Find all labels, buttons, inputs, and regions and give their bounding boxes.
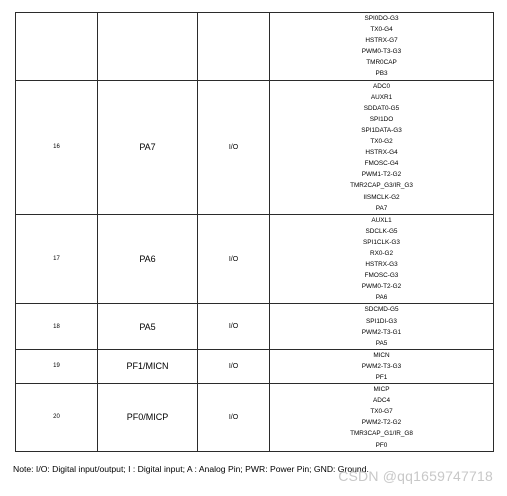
pin-functions-cell xyxy=(270,214,494,304)
function-item: PWM2-T3-G1 xyxy=(361,328,402,336)
function-item: SPI1DO xyxy=(369,115,394,123)
pin-number-cell: 19 xyxy=(16,349,98,383)
function-item: PWM2-T3-G3 xyxy=(361,362,402,370)
pin-type-cell: I/O xyxy=(198,214,270,304)
pin-functions-cell xyxy=(270,304,494,349)
function-item: TX0-G4 xyxy=(370,26,393,34)
table-row xyxy=(16,13,494,81)
table-row xyxy=(16,349,494,383)
function-item: FMOSC-G4 xyxy=(364,160,399,168)
pin-type-cell: I/O xyxy=(198,349,270,383)
function-item: FMOSC-G3 xyxy=(364,272,399,280)
function-item: AUXR1 xyxy=(370,93,393,101)
pin-name-cell: PA6 xyxy=(98,214,198,304)
function-item: SPI0DO-G3 xyxy=(364,15,399,22)
function-item: HSTRX-G4 xyxy=(365,149,398,157)
function-item: SDCLK-G5 xyxy=(365,227,398,235)
pin-number-cell: 18 xyxy=(16,304,98,349)
function-item: PA6 xyxy=(375,294,388,302)
function-item: SPI1DATA-G3 xyxy=(361,126,402,134)
function-item: PF0 xyxy=(375,441,388,449)
watermark: CSDN @qq1659747718 xyxy=(338,468,493,484)
function-item: HSTRX-G3 xyxy=(365,261,398,269)
pin-functions-cell xyxy=(270,349,494,383)
footnote: Note: I/O: Digital input/output; I : Digital input; A : Analog Pin; PWR: Power Pin; GND: Ground. xyxy=(13,464,369,474)
pin-number-cell xyxy=(16,13,98,81)
pin-number-cell: 16 xyxy=(16,80,98,214)
function-item: AUXL1 xyxy=(371,216,392,224)
pin-type-cell: I/O xyxy=(198,384,270,452)
function-item: ADC0 xyxy=(372,82,391,90)
pin-table xyxy=(15,12,494,452)
table-row xyxy=(16,384,494,452)
pin-type-cell: I/O xyxy=(198,304,270,349)
function-item: TMR0CAP xyxy=(366,59,397,67)
function-item: MICN xyxy=(373,351,390,359)
pin-name-cell xyxy=(98,13,198,81)
pin-type-cell xyxy=(198,13,270,81)
function-item: PB3 xyxy=(375,70,388,78)
function-item: ADC4 xyxy=(372,397,391,405)
table-row xyxy=(16,80,494,214)
pin-name-cell: PA7 xyxy=(98,80,198,214)
function-item: TX0-G2 xyxy=(370,138,393,146)
function-item: SPI1DI-G3 xyxy=(366,317,397,325)
pin-name-cell: PA5 xyxy=(98,304,198,349)
pin-name-cell: PF1/MICN xyxy=(98,349,198,383)
table-row xyxy=(16,214,494,304)
function-item: PA5 xyxy=(375,339,388,347)
function-item: TMR2CAP_G3/IR_G3 xyxy=(350,182,413,190)
pin-functions-cell xyxy=(270,80,494,214)
function-item: PWM2-T2-G2 xyxy=(361,419,402,427)
function-item: SPI1CLK-G3 xyxy=(363,238,400,246)
function-item: TMR3CAP_G1/IR_G8 xyxy=(350,430,413,438)
pin-table-body xyxy=(16,13,494,452)
function-item: HSTRX-G7 xyxy=(365,37,398,45)
function-item: PWM0-T2-G2 xyxy=(361,283,402,291)
function-item: PWM0-T3-G3 xyxy=(361,48,402,56)
pin-number-cell: 20 xyxy=(16,384,98,452)
function-item: SDCMD-G5 xyxy=(364,306,399,314)
function-item: SDDAT0-G5 xyxy=(363,104,400,112)
pin-number-cell: 17 xyxy=(16,214,98,304)
pin-functions-cell xyxy=(270,13,494,81)
pin-functions-cell xyxy=(270,384,494,452)
function-item: TX0-G7 xyxy=(370,408,393,416)
function-item: RX0-G2 xyxy=(369,249,394,257)
function-item: PA7 xyxy=(375,204,388,212)
function-item: IISMCLK-G2 xyxy=(363,193,400,201)
function-item: PF1 xyxy=(375,374,388,381)
function-item: PWM1-T2-G2 xyxy=(361,171,402,179)
pin-type-cell: I/O xyxy=(198,80,270,214)
function-item: MICP xyxy=(373,386,390,394)
pin-name-cell: PF0/MICP xyxy=(98,384,198,452)
table-row xyxy=(16,304,494,349)
